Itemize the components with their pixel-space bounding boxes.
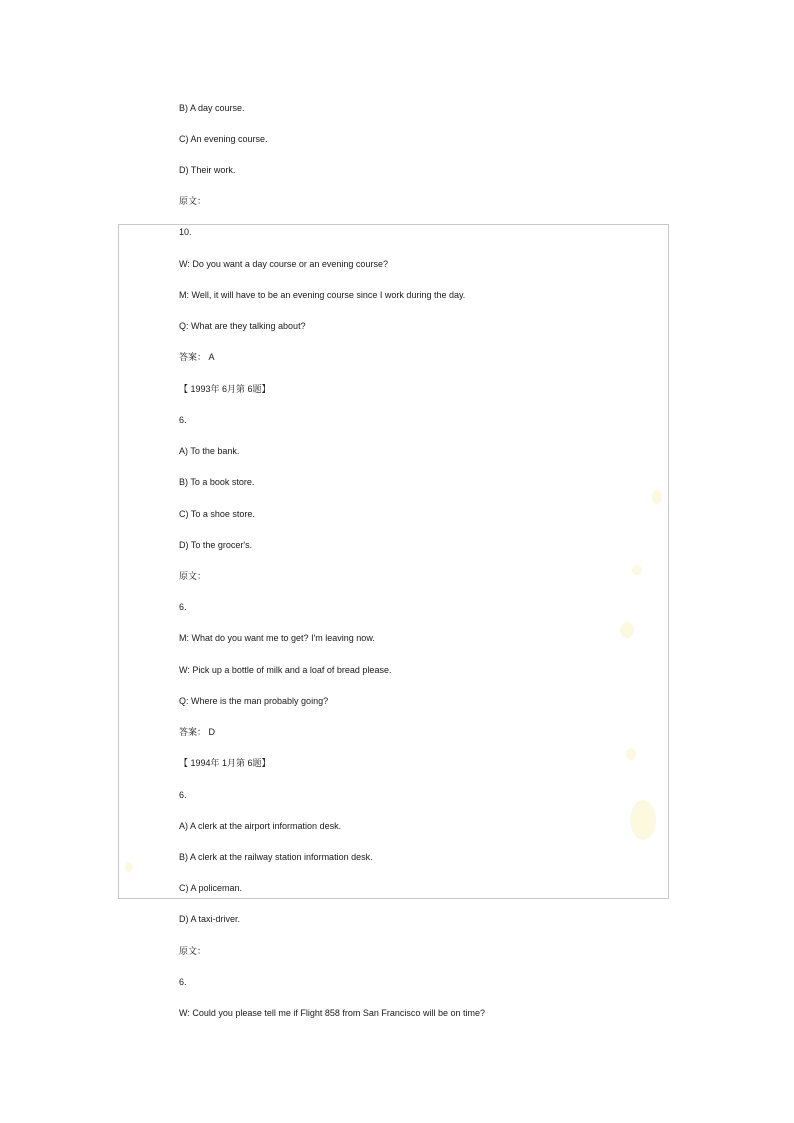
option-d-line: D) Their work. bbox=[179, 165, 236, 175]
dialogue-line: W: Pick up a bottle of milk and a loaf of bread please. bbox=[179, 665, 392, 675]
question-number: 6. bbox=[179, 415, 187, 425]
answer-line: 答案： D bbox=[179, 727, 216, 737]
transcript-label: 原文： bbox=[179, 946, 207, 956]
stain-mark bbox=[632, 565, 642, 575]
stain-mark bbox=[620, 622, 634, 638]
option-c-line: C) An evening course. bbox=[179, 134, 268, 144]
stain-mark bbox=[125, 862, 133, 872]
stain-mark bbox=[630, 800, 656, 840]
answer-line: 答案： A bbox=[179, 352, 215, 362]
transcript-label: 原文： bbox=[179, 571, 207, 581]
question-number: 10. bbox=[179, 227, 192, 237]
exam-source-heading: 【 1994年 1月第 6题】 bbox=[179, 758, 271, 768]
question-number: 6. bbox=[179, 602, 187, 612]
stain-mark bbox=[652, 490, 662, 504]
question-line: Q: What are they talking about? bbox=[179, 321, 306, 331]
question-number: 6. bbox=[179, 977, 187, 987]
option-c-line: C) A policeman. bbox=[179, 883, 243, 893]
option-a-line: A) To the bank. bbox=[179, 446, 240, 456]
dialogue-line: W: Do you want a day course or an evening course? bbox=[179, 259, 388, 269]
option-d-line: D) A taxi-driver. bbox=[179, 914, 241, 924]
exam-source-heading: 【 1993年 6月第 6题】 bbox=[179, 384, 271, 394]
dialogue-line: M: Well, it will have to be an evening course since I work during the day. bbox=[179, 290, 466, 300]
option-a-line: A) A clerk at the airport information desk. bbox=[179, 821, 342, 831]
option-b-line: B) A clerk at the railway station information desk. bbox=[179, 852, 373, 862]
dialogue-line: M: What do you want me to get? I'm leaving now. bbox=[179, 633, 375, 643]
question-line: Q: Where is the man probably going? bbox=[179, 696, 329, 706]
option-d-line: D) To the grocer's. bbox=[179, 540, 253, 550]
stain-mark bbox=[626, 748, 636, 760]
option-b-line: B) To a book store. bbox=[179, 477, 255, 487]
transcript-label: 原文： bbox=[179, 196, 207, 206]
option-b-line: B) A day course. bbox=[179, 103, 245, 113]
dialogue-line: W: Could you please tell me if Flight 858 from San Francisco will be on time? bbox=[179, 1008, 485, 1018]
question-number: 6. bbox=[179, 790, 187, 800]
option-c-line: C) To a shoe store. bbox=[179, 509, 255, 519]
